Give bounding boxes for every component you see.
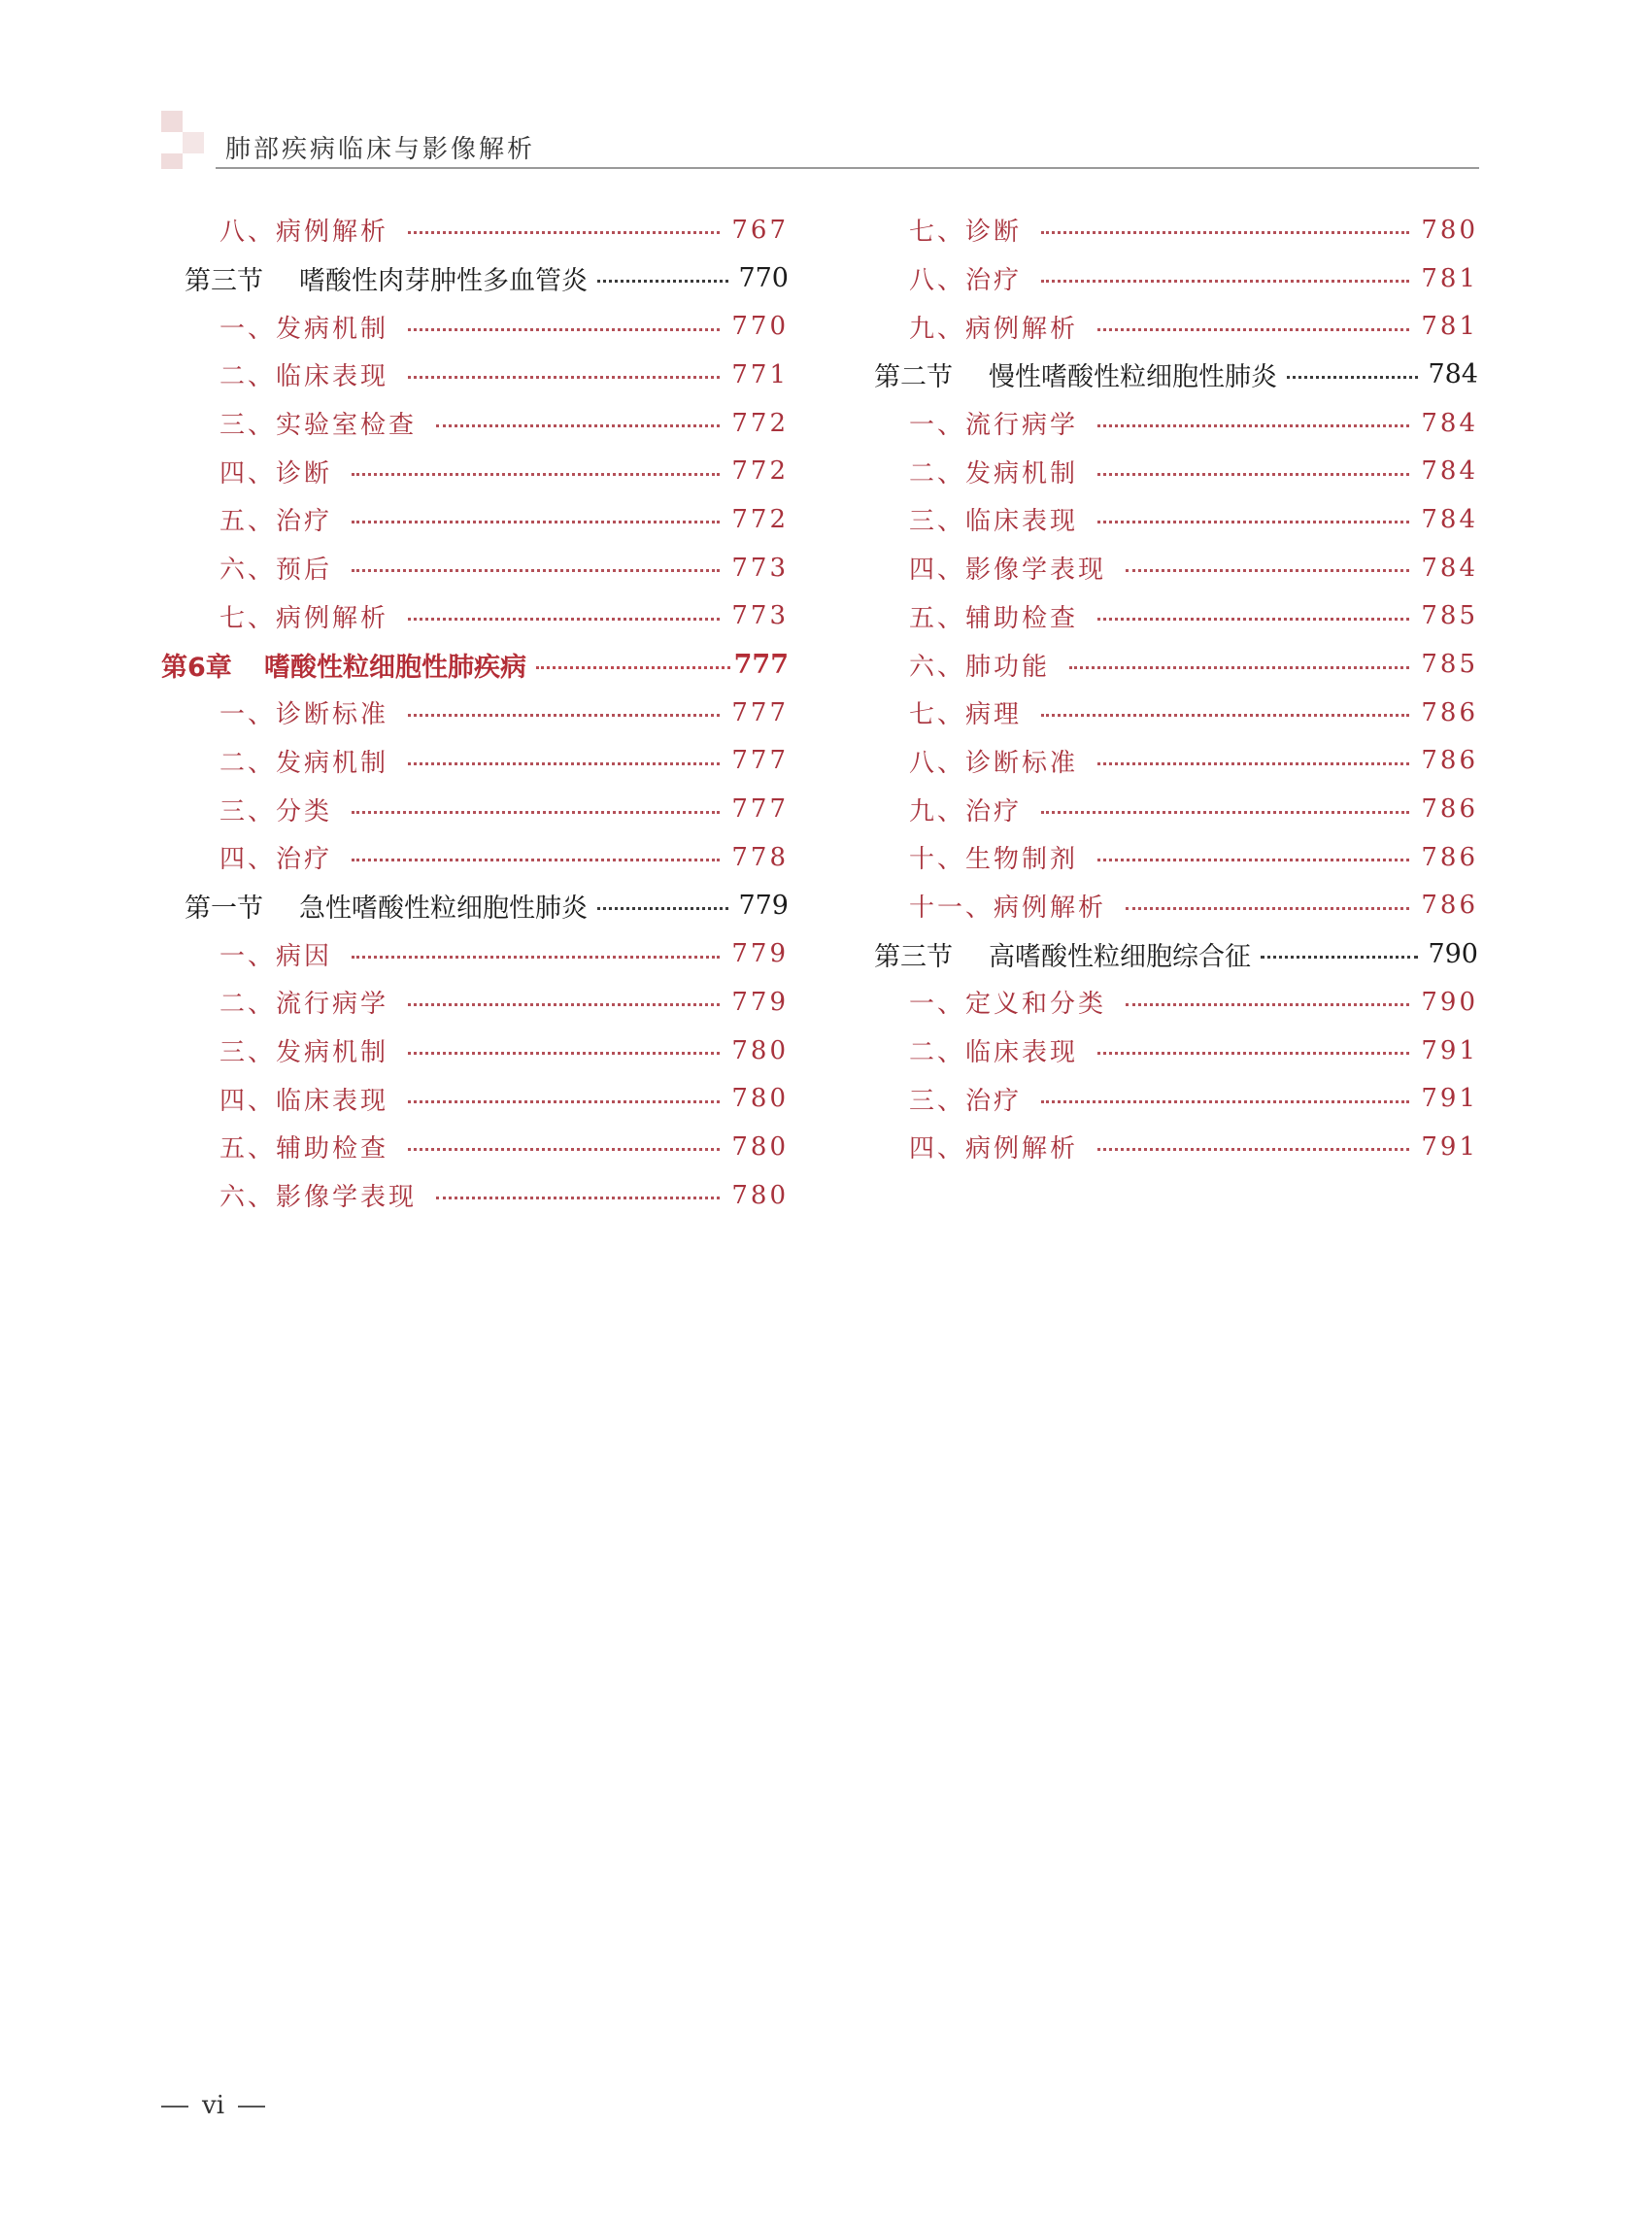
toc-page-number: 791 <box>1421 1131 1478 1162</box>
toc-entry-label <box>161 598 388 634</box>
toc-page-number: 784 <box>1421 456 1478 487</box>
header-decoration <box>183 132 204 153</box>
dot-leader <box>1097 618 1409 621</box>
toc-entry-label <box>851 550 1106 586</box>
dot-leader <box>408 1052 720 1055</box>
toc-entry-item[interactable] <box>851 1074 1478 1123</box>
dot-leader <box>1041 1100 1409 1103</box>
toc-page-number: 780 <box>731 1131 789 1162</box>
toc-page-number: 771 <box>731 359 789 389</box>
dot-leader <box>1287 376 1418 379</box>
toc-entry-title: 高嗜酸性粒细胞综合征 <box>989 941 1251 972</box>
toc-entry-item[interactable] <box>161 1027 789 1075</box>
header-decoration <box>161 111 183 132</box>
toc-entry-title: 三、治疗 <box>909 1086 1023 1116</box>
toc-page-number: 778 <box>731 842 789 872</box>
toc-entry-item[interactable] <box>161 929 789 978</box>
toc-entry-title: 四、诊断 <box>219 458 333 489</box>
toc-entry-label <box>161 1177 417 1213</box>
toc-page-number: 779 <box>731 987 789 1017</box>
toc-entry-item[interactable] <box>851 544 1478 592</box>
toc-entry-label <box>161 887 588 925</box>
toc-entry-label <box>161 501 332 537</box>
toc-entry-title: 三、临床表现 <box>909 507 1079 537</box>
dot-leader <box>1126 1003 1409 1006</box>
toc-page-number: 786 <box>1421 794 1478 825</box>
dot-leader <box>1126 569 1409 572</box>
toc-column-left <box>161 206 789 1219</box>
footer-dash <box>161 2106 188 2108</box>
toc-entry-label <box>161 1032 388 1068</box>
toc-entry-label <box>851 1081 1022 1117</box>
toc-entry-title: 嗜酸性粒细胞性肺疾病 <box>264 652 526 683</box>
toc-entry-item[interactable] <box>161 206 789 254</box>
section-number: 第三节 <box>874 941 953 972</box>
dot-leader <box>1097 859 1409 861</box>
dot-leader <box>1041 811 1409 814</box>
toc-entry-item[interactable] <box>161 302 789 351</box>
toc-entry-item[interactable] <box>851 447 1478 495</box>
toc-entry-item[interactable] <box>161 447 789 495</box>
toc-page-number: 780 <box>731 1035 789 1065</box>
toc-entry-title: 二、流行病学 <box>219 990 389 1020</box>
dot-leader <box>1261 956 1418 959</box>
dot-leader <box>597 280 728 283</box>
section-number: 第三节 <box>185 266 263 297</box>
toc-entry-title: 十、生物制剂 <box>909 845 1079 875</box>
toc-page-number: 777 <box>733 649 789 680</box>
toc-entry-item[interactable] <box>851 689 1478 737</box>
toc-entry-title: 一、发病机制 <box>219 314 389 344</box>
toc-entry-title: 八、诊断标准 <box>909 748 1079 778</box>
toc-entry-label <box>161 936 332 972</box>
toc-entry-label <box>851 501 1078 537</box>
dot-leader <box>408 1003 720 1006</box>
toc-entry-item[interactable] <box>161 689 789 737</box>
toc-entry-title: 急性嗜酸性粒细胞性肺炎 <box>299 893 588 924</box>
toc-entry-title: 九、治疗 <box>909 796 1023 826</box>
toc-entry-title: 七、诊断 <box>909 218 1023 248</box>
toc-entry-label <box>161 1129 388 1164</box>
toc-entry-item[interactable] <box>161 1123 789 1171</box>
dot-leader <box>1041 231 1409 234</box>
dot-leader <box>352 956 720 959</box>
toc-entry-label <box>851 405 1078 441</box>
toc-entry-title: 七、病理 <box>909 700 1023 730</box>
toc-entry-label <box>851 694 1022 730</box>
dot-leader <box>436 1197 720 1199</box>
toc-page-number: 784 <box>1421 553 1478 583</box>
toc-entry-item[interactable] <box>851 206 1478 254</box>
toc-page-number: 772 <box>731 456 789 487</box>
toc-entry-label <box>161 212 388 248</box>
toc-page-number: 781 <box>1421 263 1478 293</box>
toc-page-number: 780 <box>1421 215 1478 245</box>
toc-entry-title: 六、影像学表现 <box>219 1183 418 1213</box>
toc-entry-label <box>851 792 1022 827</box>
dot-leader <box>352 473 720 476</box>
toc-entry-label <box>161 984 388 1020</box>
toc-entry-title: 六、预后 <box>219 556 333 586</box>
toc-entry-item[interactable] <box>161 351 789 399</box>
toc-page-number: 791 <box>1421 1084 1478 1114</box>
toc-entry-title: 二、发病机制 <box>219 748 389 778</box>
toc-entry-item[interactable] <box>851 399 1478 448</box>
toc-entry-title: 二、临床表现 <box>909 1038 1079 1068</box>
dot-leader <box>408 618 720 621</box>
dot-leader <box>408 762 720 765</box>
page-footer <box>161 2091 265 2120</box>
section-number: 第二节 <box>874 362 953 393</box>
toc-page-number: 786 <box>1421 842 1478 872</box>
toc-entry-item[interactable] <box>161 495 789 544</box>
toc-entry-item[interactable] <box>851 737 1478 786</box>
toc-entry-title: 三、实验室检查 <box>219 411 418 441</box>
toc-page-number: 773 <box>731 601 789 631</box>
toc-page-number: 784 <box>1428 359 1478 390</box>
toc-entry-label <box>851 355 1277 393</box>
toc-page-number: 785 <box>1421 650 1478 680</box>
toc-entry-item[interactable] <box>851 592 1478 641</box>
dot-leader <box>436 424 720 427</box>
toc-entry-label <box>851 260 1022 296</box>
toc-entry-item[interactable] <box>161 833 789 882</box>
toc-entry-label <box>851 984 1106 1020</box>
toc-page-number: 786 <box>1421 746 1478 776</box>
toc-entry-title: 八、治疗 <box>909 266 1023 296</box>
toc-page-number: 784 <box>1421 504 1478 534</box>
toc-entry-item[interactable] <box>851 640 1478 689</box>
dot-leader <box>1126 907 1409 910</box>
toc-page-number: 790 <box>1428 938 1478 969</box>
toc-entry-title: 一、病因 <box>219 941 333 971</box>
toc-entry-label <box>161 309 388 345</box>
toc-entry-label <box>851 743 1078 779</box>
toc-entry-item[interactable] <box>161 399 789 448</box>
toc-entry-label <box>851 839 1078 875</box>
toc-page-number: 784 <box>1421 408 1478 438</box>
toc-entry-title: 四、病例解析 <box>909 1134 1079 1164</box>
toc-entry-label <box>161 1081 388 1117</box>
header-decoration <box>161 153 183 169</box>
dot-leader <box>408 1100 720 1103</box>
dot-leader <box>352 859 720 861</box>
toc-entry-label <box>851 647 1050 683</box>
toc-entry-chapter[interactable] <box>161 640 789 689</box>
dot-leader <box>408 1148 720 1151</box>
toc-entry-title: 二、发病机制 <box>909 458 1079 489</box>
dot-leader <box>1097 521 1409 523</box>
toc-entry-title: 七、病例解析 <box>219 603 389 633</box>
dot-leader <box>352 521 720 523</box>
toc-page-number: 777 <box>731 794 789 825</box>
dot-leader <box>1097 328 1409 331</box>
toc-page-number: 777 <box>731 746 789 776</box>
dot-leader <box>1041 280 1409 283</box>
toc-page-number: 781 <box>1421 312 1478 342</box>
toc-entry-title: 八、病例解析 <box>219 218 389 248</box>
toc-entry-label <box>851 935 1251 973</box>
toc-entry-title: 嗜酸性肉芽肿性多血管炎 <box>299 266 588 297</box>
toc-entry-label <box>851 454 1078 489</box>
toc-entry-item[interactable] <box>851 785 1478 833</box>
dot-leader <box>408 714 720 717</box>
dot-leader <box>1097 424 1409 427</box>
toc-page-number: 779 <box>738 890 789 921</box>
toc-entry-title: 四、影像学表现 <box>909 556 1107 586</box>
dot-leader <box>1097 1052 1409 1055</box>
toc-page-number: 770 <box>738 263 789 294</box>
toc-entry-label <box>161 259 588 297</box>
toc-page-number: 785 <box>1421 601 1478 631</box>
dot-leader <box>1041 714 1409 717</box>
dot-leader <box>597 907 728 910</box>
toc-entry-item[interactable] <box>161 544 789 592</box>
toc-entry-label <box>851 309 1078 345</box>
running-header-title: 肺部疾病临床与影像解析 <box>225 135 536 164</box>
toc-entry-title: 五、辅助检查 <box>219 1134 389 1164</box>
dot-leader <box>408 328 720 331</box>
toc-entry-label <box>161 550 332 586</box>
dot-leader <box>352 811 720 814</box>
toc-page-number: 772 <box>731 504 789 534</box>
toc-entry-title: 五、治疗 <box>219 507 333 537</box>
toc-entry-title: 六、肺功能 <box>909 652 1051 682</box>
toc-entry-item[interactable] <box>851 1027 1478 1075</box>
toc-entry-label <box>161 405 417 441</box>
toc-entry-item[interactable] <box>851 302 1478 351</box>
toc-entry-item[interactable] <box>851 882 1478 930</box>
toc-entry-title: 五、辅助检查 <box>909 603 1079 633</box>
toc-page-number: 773 <box>731 553 789 583</box>
toc-entry-item[interactable] <box>161 1074 789 1123</box>
toc-entry-title: 九、病例解析 <box>909 314 1079 344</box>
toc-entry-title: 三、发病机制 <box>219 1038 389 1068</box>
dot-leader <box>352 569 720 572</box>
toc-entry-section[interactable] <box>161 882 789 930</box>
toc-entry-title: 三、分类 <box>219 796 333 826</box>
toc-entry-label <box>161 454 332 489</box>
toc-entry-title: 二、临床表现 <box>219 362 389 392</box>
toc-entry-label <box>851 1032 1078 1068</box>
toc-entry-label <box>161 743 388 779</box>
footer-dash <box>238 2106 265 2108</box>
toc-page-number: 786 <box>1421 891 1478 921</box>
toc-entry-item[interactable] <box>851 495 1478 544</box>
dot-leader <box>1069 666 1409 669</box>
toc-entry-item[interactable] <box>161 1171 789 1220</box>
toc-entry-label <box>851 212 1022 248</box>
toc-entry-item[interactable] <box>161 978 789 1027</box>
toc-page-number: 772 <box>731 408 789 438</box>
toc-page-number: 767 <box>731 215 789 245</box>
dot-leader <box>536 666 730 669</box>
dot-leader <box>408 376 720 379</box>
toc-entry-item[interactable] <box>851 1123 1478 1171</box>
header-rule <box>216 167 1479 169</box>
dot-leader <box>1097 473 1409 476</box>
section-number: 第一节 <box>185 893 263 924</box>
toc-entry-item[interactable] <box>161 785 789 833</box>
toc-page-number: 790 <box>1421 987 1478 1017</box>
toc-page-number: 780 <box>731 1180 789 1210</box>
toc-entry-title: 四、临床表现 <box>219 1086 389 1116</box>
toc-entry-label <box>161 646 526 684</box>
toc-page-number: 786 <box>1421 697 1478 727</box>
toc-entry-title: 十一、病例解析 <box>909 893 1107 923</box>
toc-entry-section[interactable] <box>161 254 789 303</box>
toc-entry-label <box>851 1129 1078 1164</box>
toc-entry-section[interactable] <box>851 351 1478 399</box>
toc-entry-title: 一、流行病学 <box>909 411 1079 441</box>
toc-entry-item[interactable] <box>851 978 1478 1027</box>
toc-entry-label <box>161 694 388 730</box>
toc-entry-title: 慢性嗜酸性粒细胞性肺炎 <box>989 362 1277 393</box>
toc-entry-title: 一、诊断标准 <box>219 700 389 730</box>
dot-leader <box>408 231 720 234</box>
toc-entry-label <box>161 356 388 392</box>
toc-entry-label <box>851 888 1106 924</box>
toc-entry-item[interactable] <box>161 592 789 641</box>
dot-leader <box>1097 762 1409 765</box>
toc-entry-item[interactable] <box>851 254 1478 303</box>
toc-entry-item[interactable] <box>161 737 789 786</box>
page-number: vi <box>202 2091 225 2120</box>
chapter-number: 第6章 <box>161 652 232 683</box>
toc-page-number: 770 <box>731 312 789 342</box>
dot-leader <box>1097 1148 1409 1151</box>
toc-entry-title: 一、定义和分类 <box>909 990 1107 1020</box>
toc-column-right <box>851 206 1478 1171</box>
toc-page-number: 777 <box>731 697 789 727</box>
toc-page-number: 780 <box>731 1084 789 1114</box>
toc-entry-title: 四、治疗 <box>219 845 333 875</box>
toc-entry-label <box>161 792 332 827</box>
toc-entry-item[interactable] <box>851 833 1478 882</box>
toc-entry-section[interactable] <box>851 929 1478 978</box>
toc-entry-label <box>851 598 1078 634</box>
toc-page-number: 779 <box>731 939 789 969</box>
toc-page-number: 791 <box>1421 1035 1478 1065</box>
toc-entry-label <box>161 839 332 875</box>
